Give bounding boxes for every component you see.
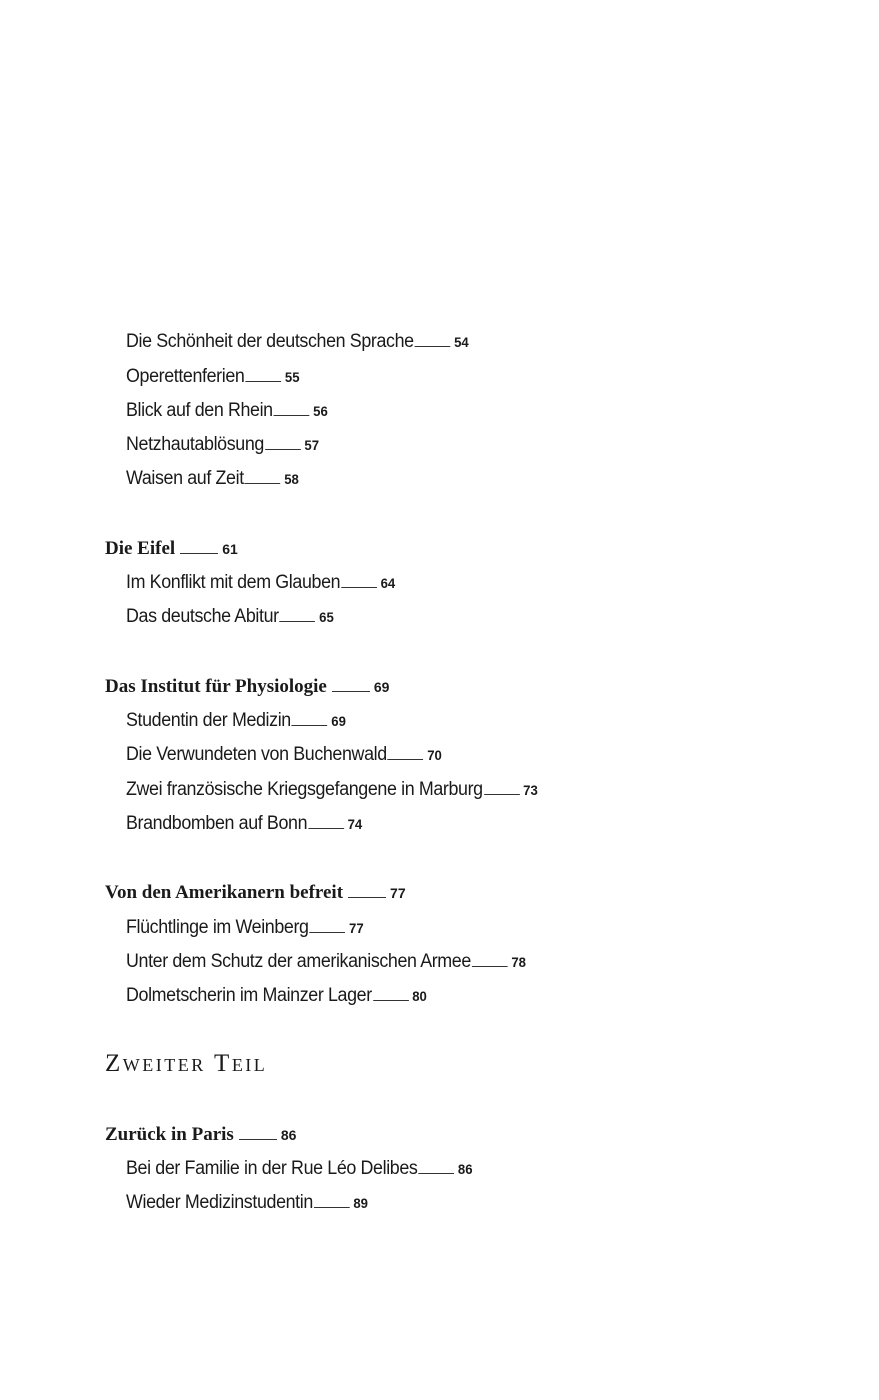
leader-line: [484, 793, 520, 795]
entry-title: Bei der Familie in der Rue Léo Delibes: [126, 1158, 418, 1179]
page-number: 57: [304, 437, 320, 453]
page-number: 80: [412, 988, 427, 1004]
section-entry: [126, 469, 299, 488]
section-entry: [126, 711, 346, 730]
page-number: 86: [280, 1127, 297, 1143]
page-number: 86: [457, 1161, 473, 1177]
section-entry: [126, 814, 362, 833]
leader-line: [245, 380, 281, 382]
section-entry: [126, 435, 319, 454]
page-number: 65: [319, 609, 334, 625]
entry-title: Netzhautablösung: [126, 434, 264, 455]
page-number: 77: [349, 920, 364, 936]
entry-title: Wieder Medizinstudentin: [126, 1192, 313, 1213]
page-number: 70: [427, 747, 442, 763]
entry-title: Waisen auf Zeit: [126, 468, 244, 489]
page-number: 89: [353, 1195, 368, 1211]
entry-title: Die Verwundeten von Buchenwald: [126, 744, 387, 765]
leader-line: [341, 586, 377, 588]
page-number: 73: [523, 782, 538, 798]
leader-line: [472, 965, 508, 967]
entry-title: Das deutsche Abitur: [126, 606, 279, 627]
section-entry: [126, 1159, 473, 1178]
section-entry: [126, 367, 300, 386]
entry-title: Dolmetscherin im Mainzer Lager: [126, 985, 372, 1006]
entry-title: Flüchtlinge im Weinberg: [126, 917, 309, 938]
chapter-entry: [105, 539, 238, 558]
page-number: 58: [284, 471, 299, 487]
entry-title: Blick auf den Rhein: [126, 400, 273, 421]
page-number: 64: [380, 575, 396, 591]
section-entry: [126, 401, 328, 420]
chapter-entry: [105, 1125, 296, 1144]
leader-line: [308, 827, 344, 829]
entry-title: Das Institut für Physiologie: [105, 676, 327, 697]
entry-title: Studentin der Medizin: [126, 710, 291, 731]
entry-title: Die Schönheit der deutschen Sprache: [126, 331, 414, 352]
entry-title: Operettenferien: [126, 366, 245, 387]
section-entry: [126, 573, 395, 592]
chapter-entry: [105, 677, 389, 696]
page-number: 55: [284, 369, 300, 385]
leader-line: [265, 448, 301, 450]
page-number: 69: [331, 713, 346, 729]
leader-line: [348, 896, 386, 898]
entry-title: Zurück in Paris: [105, 1124, 234, 1145]
page-number: 56: [313, 403, 328, 419]
entry-title: Die Eifel: [105, 538, 176, 559]
section-entry: [126, 607, 334, 626]
entry-title: Zwei französische Kriegsgefangene in Marburg: [126, 779, 483, 800]
leader-line: [292, 724, 328, 726]
leader-line: [332, 690, 370, 692]
leader-line: [245, 482, 281, 484]
entry-title: Brandbomben auf Bonn: [126, 813, 308, 834]
page-number: 78: [511, 954, 526, 970]
leader-line: [310, 931, 346, 933]
leader-line: [280, 620, 316, 622]
entry-title: Zweiter Teil: [105, 1050, 268, 1077]
leader-line: [373, 999, 409, 1001]
leader-line: [415, 345, 451, 347]
page-number: 74: [347, 816, 363, 832]
part-heading: [105, 1051, 267, 1076]
section-entry: [126, 918, 364, 937]
section-entry: [126, 332, 469, 351]
leader-line: [180, 552, 218, 554]
page-number: 54: [454, 334, 469, 350]
section-entry: [126, 780, 538, 799]
page-number: 77: [390, 885, 406, 901]
leader-line: [314, 1206, 350, 1208]
section-entry: [126, 952, 526, 971]
section-entry: [126, 745, 442, 764]
leader-line: [388, 758, 424, 760]
page-number: 61: [222, 541, 238, 557]
leader-line: [274, 414, 310, 416]
page-number: 69: [373, 679, 390, 695]
chapter-entry: [105, 883, 406, 902]
entry-title: Von den Amerikanern befreit: [105, 882, 344, 903]
section-entry: [126, 1193, 368, 1212]
section-entry: [126, 986, 427, 1005]
entry-title: Unter dem Schutz der amerikanischen Armee: [126, 951, 471, 972]
entry-title: Im Konflikt mit dem Glauben: [126, 572, 341, 593]
leader-line: [418, 1172, 454, 1174]
leader-line: [239, 1138, 277, 1140]
